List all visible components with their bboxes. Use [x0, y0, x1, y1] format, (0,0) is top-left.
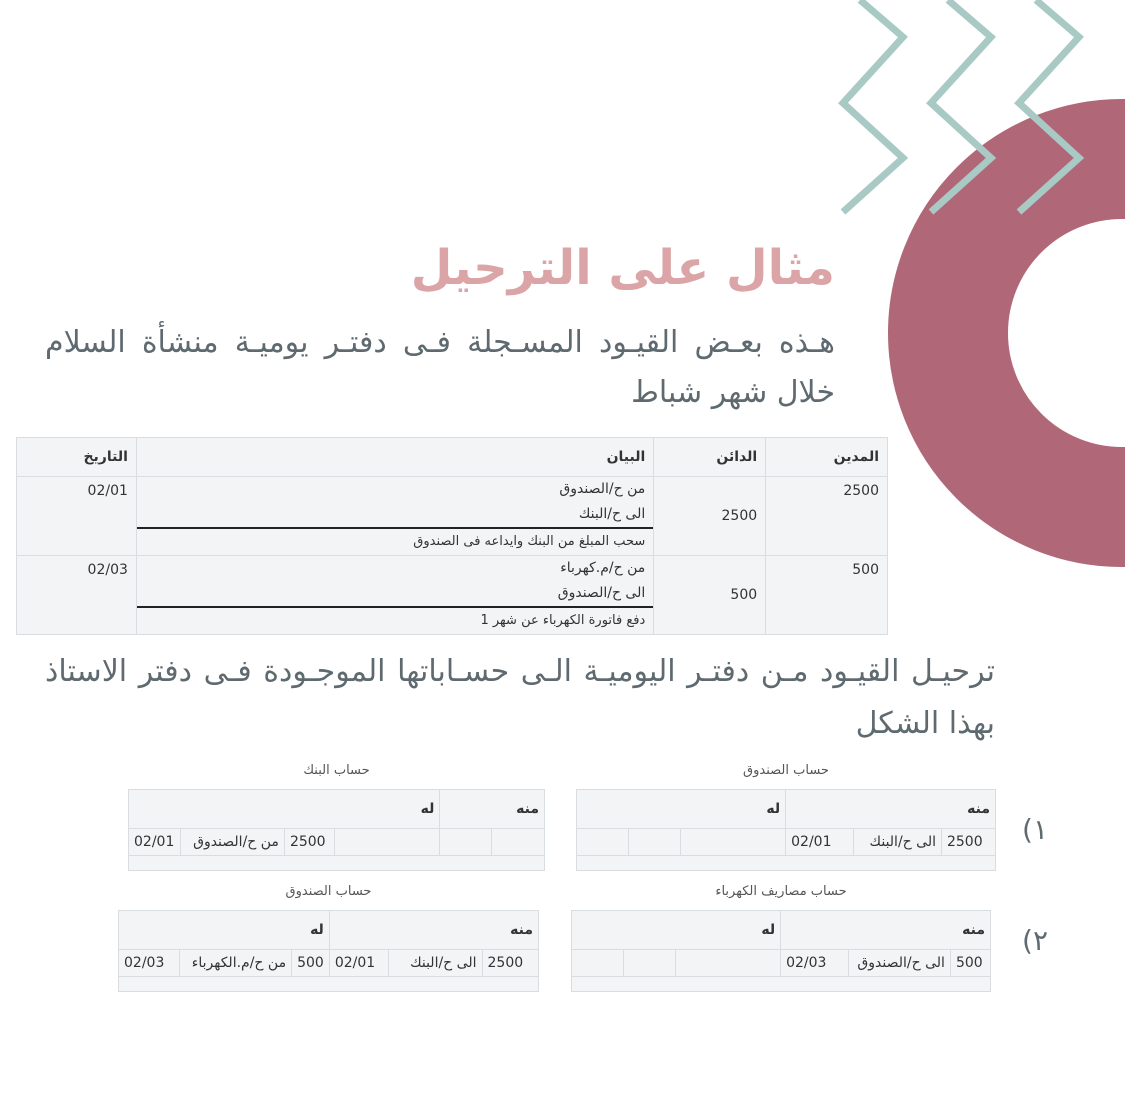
posting-text: ترحيـل القيـود مـن دفتـر اليوميـة الـى حسـاباتها الموجـودة فـى دفتر الاستاذ بهذا الشكل	[45, 654, 995, 741]
empty-cell	[572, 977, 991, 992]
entry-to: الى ح/البنك	[137, 502, 653, 529]
ledger-header-row	[119, 911, 539, 950]
empty-cell	[119, 977, 539, 992]
entry-note: سحب المبلغ من البنك وايداعه فى الصندوق	[413, 534, 646, 549]
empty-cell	[440, 829, 492, 856]
empty-cell	[572, 950, 624, 977]
intro-text: هـذه بعـض القيـود المسـجلة فـى دفتـر يوميـة منشأة السلام خلال شهر شباط	[45, 325, 835, 410]
credit-label: له	[577, 790, 786, 829]
entry-from: من ح/م.كهرباء	[560, 560, 646, 576]
ledger-debit-description: الى ح/البنك	[389, 950, 482, 977]
ledger-description: الى ح/البنك	[854, 829, 942, 856]
account-title-bank: حساب البنك	[303, 763, 370, 778]
entry-description	[136, 477, 653, 556]
ledger-debit-amount: 2500	[482, 950, 539, 977]
ledger-row	[572, 950, 991, 977]
ledger-amount: 2500	[284, 829, 334, 856]
ledger-description: من ح/الصندوق	[180, 829, 284, 856]
ledger-blank-row	[572, 977, 991, 992]
ledger-credit-date: 02/03	[119, 950, 180, 977]
ledger-cash-account	[576, 789, 996, 871]
debit-label: منه	[329, 911, 538, 950]
header-description: البيان	[136, 438, 653, 477]
entry-to: الى ح/الصندوق	[137, 581, 653, 608]
decorative-zigzag-2	[931, 0, 991, 212]
ledger-row	[577, 829, 996, 856]
ledger-debit-date: 02/01	[329, 950, 389, 977]
journal-entry-1	[17, 477, 888, 556]
empty-cell	[334, 829, 439, 856]
ledger-date: 02/01	[786, 829, 854, 856]
empty-cell	[129, 856, 545, 871]
ledger-date: 02/01	[129, 829, 181, 856]
empty-cell	[577, 829, 629, 856]
decorative-ring	[948, 159, 1125, 507]
header-credit: الدائن	[654, 438, 766, 477]
empty-cell	[492, 829, 545, 856]
ledger-date: 02/03	[781, 950, 849, 977]
empty-cell	[628, 829, 680, 856]
row-number-2: (٢	[1022, 924, 1048, 957]
account-title-cash: حساب الصندوق	[743, 763, 829, 778]
empty-cell	[577, 856, 996, 871]
credit-label: له	[129, 790, 440, 829]
empty-cell	[675, 950, 781, 977]
entry-description	[136, 556, 653, 635]
entry-credit	[654, 556, 766, 635]
debit-label: منه	[786, 790, 996, 829]
ledger-blank-row	[119, 977, 539, 992]
credit-label: له	[572, 911, 781, 950]
entry-debit: 2500	[766, 477, 888, 556]
ledger-electricity-account	[571, 910, 991, 992]
ledger-cash-account-2	[118, 910, 539, 992]
journal-header-row	[17, 438, 888, 477]
ledger-header-row	[572, 911, 991, 950]
entry-from: من ح/الصندوق	[559, 481, 646, 497]
ledger-credit-description: من ح/م.الكهرباء	[180, 950, 292, 977]
journal-entry-2	[17, 556, 888, 635]
ledger-header-row	[577, 790, 996, 829]
page-title: مثال على الترحيل	[410, 240, 835, 296]
decorative-zigzag-1	[843, 0, 903, 212]
ledger-amount: 500	[950, 950, 990, 977]
empty-cell	[623, 950, 675, 977]
account-title-electricity: حساب مصاريف الكهرباء	[715, 884, 847, 899]
entry-credit-value: 500	[730, 587, 758, 603]
empty-cell	[680, 829, 786, 856]
ledger-description: الى ح/الصندوق	[848, 950, 950, 977]
debit-label: منه	[440, 790, 545, 829]
ledger-amount: 2500	[941, 829, 995, 856]
ledger-row	[119, 950, 539, 977]
entry-date: 02/03	[17, 556, 137, 635]
entry-debit: 500	[766, 556, 888, 635]
entry-date: 02/01	[17, 477, 137, 556]
ledger-bank-account	[128, 789, 545, 871]
header-debit: المدين	[766, 438, 888, 477]
entry-credit	[654, 477, 766, 556]
ledger-blank-row	[577, 856, 996, 871]
ledger-blank-row	[129, 856, 545, 871]
ledger-header-row	[129, 790, 545, 829]
journal-table	[16, 437, 888, 635]
header-date: التاريخ	[17, 438, 137, 477]
account-title-cash-2: حساب الصندوق	[285, 884, 372, 899]
debit-label: منه	[781, 911, 991, 950]
ledger-row	[129, 829, 545, 856]
ledger-credit-amount: 500	[292, 950, 330, 977]
row-number-1: (١	[1022, 813, 1048, 846]
credit-label: له	[119, 911, 330, 950]
entry-note: دفع فاتورة الكهرباء عن شهر 1	[480, 613, 646, 628]
entry-credit-value: 2500	[721, 508, 758, 524]
decorative-zigzag-3	[1019, 0, 1079, 212]
